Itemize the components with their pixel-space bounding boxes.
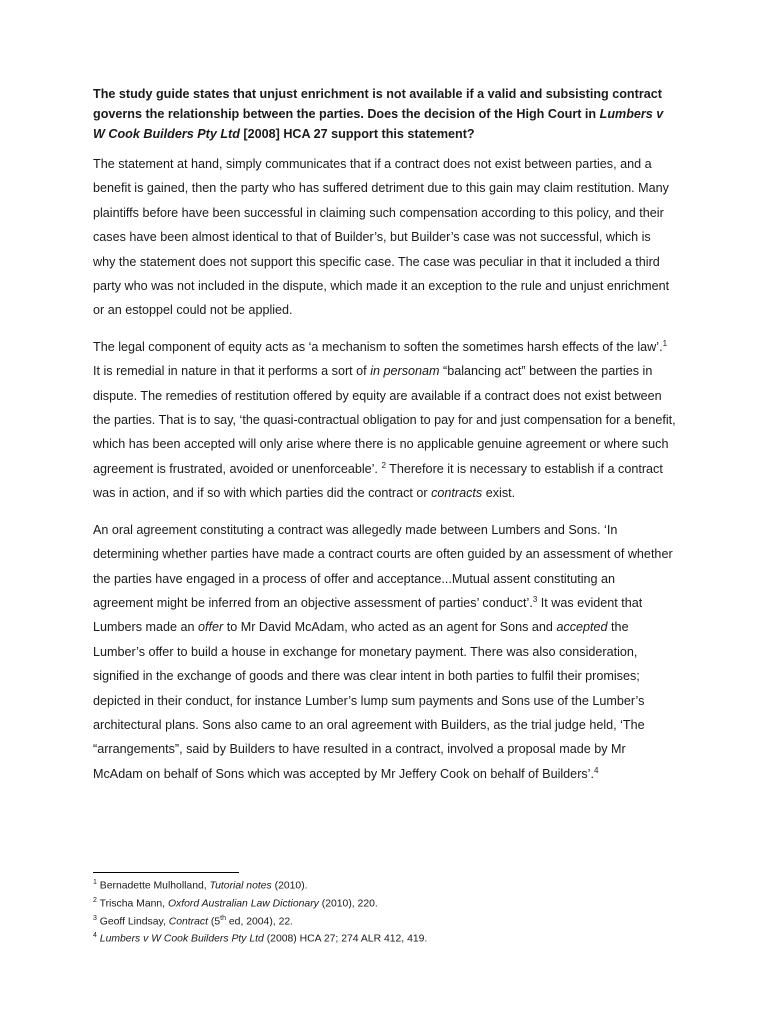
case-name: Lumbers v W Cook Builders Pty Ltd: [93, 107, 664, 141]
footnote-2: $^2$ Trischa Mann, Oxford Australian Law Dictionary (2010), 220.: [93, 896, 378, 910]
footnote-ref[interactable]: 1: [662, 338, 668, 348]
footnote-1: $^1$ Bernadette Mulholland, Tutorial notes (2010).: [93, 879, 308, 892]
question-text: [2008] HCA 27 support this statement?: [239, 127, 475, 141]
paragraph-3: An oral agreement constituting a contract was allegedly made between Lumbers and Sons. ‘In determining whether parties have made a contract courts are often guided by an assessment of whether the parties have engaged in a process of offer and acceptance...Mutual assent constituting an agreement might be inferred from an objective assessment of parties’ conduct’.$^3$ It was evident that Lumbers made an offer to Mr David McAdam, who acted as an agent for Sons and accepted the Lumber’s offer to build a house in exchange for monetary payment. There was also consideration, signified in the exchange of goods and there was clear intent in both parties to fulfil their promises; depicted in their conduct, for instance Lumber’s lump sum payments and Sons use of the Lumber’s architectural plans. Sons also came to an oral agreement with Builders, as the trial judge held, ‘The “arrangements”, said by Builders to have resulted in a contract, involved a proposal made by Mr McAdam on behalf of Sons which was accepted by Mr Jeffery Cook on behalf of Builders’.$^4$: [93, 522, 673, 781]
footnote-ref[interactable]: 4: [593, 765, 599, 775]
footnote-3: $^3$ Geoff Lindsay, Contract (5th ed, 2004), 22.: [93, 914, 294, 927]
question-text: The study guide states that unjust enrichment is not available if a valid and subsisting contract governs the relationship between the parties. Does the decision of the High Court in: [93, 87, 662, 121]
footnote-ref[interactable]: 3: [532, 594, 538, 604]
footnote-divider: [93, 872, 239, 873]
footnote-ref[interactable]: 2: [381, 460, 386, 470]
footnote-4: $^4$ Lumbers v W Cook Builders Pty Ltd (2008) HCA 27; 274 ALR 412, 419.: [93, 932, 428, 945]
paragraph-1: The statement at hand, simply communicates that if a contract does not exist between parties, and a benefit is gained, then the party who has suffered detriment due to this gain may claim restitution. Many plaintiffs before have been successful in claiming such compensation according to this policy, and their cases have been almost identical to that of Builder’s, but Builder’s case was not successful, which is why the statement does not support this specific case. The case was peculiar in that it included a third party who was not included in the dispute, which made it an exception to the rule and unjust enrichment or an estoppel could not be applied.: [93, 157, 670, 318]
paragraph-2: The legal component of equity acts as ‘a mechanism to soften the sometimes harsh effects of the law’.$^1$ It is remedial in nature in that it performs a sort of in personam “balancing act” between the parties in dispute. The remedies of restitution offered by equity are available if a contract does not exist between the parties. That is to say, ‘the quasi-contractual obligation to pay for and just compensation for a benefit, which has been accepted will only arise where there is no applicable genuine agreement or where such agreement is frustrated, avoided or unenforceable’. $^2$ Therefore it is necessary to establish if a contract was in action, and if so with which parties did the contract or contracts exist.: [93, 338, 676, 501]
footnotes: [93, 876, 673, 947]
question-heading: [93, 84, 676, 144]
